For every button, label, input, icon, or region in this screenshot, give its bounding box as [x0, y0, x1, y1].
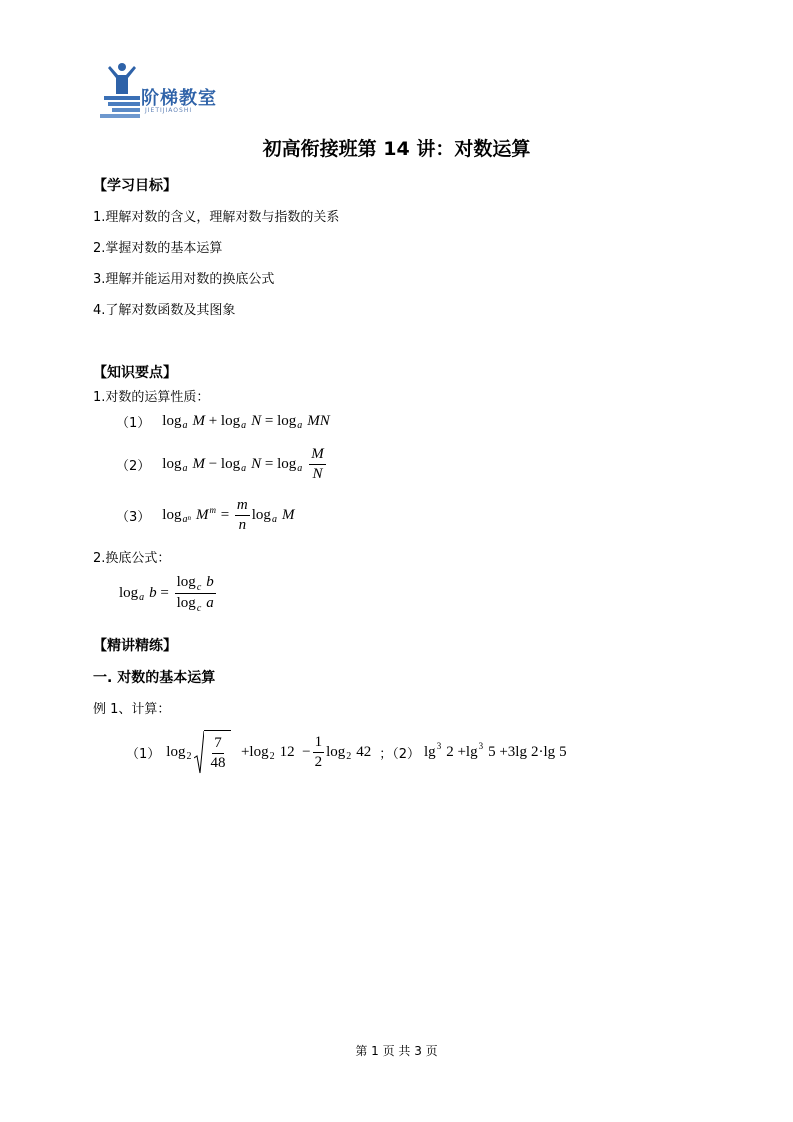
part-heading: 一. 对数的基本运算	[93, 670, 216, 686]
objectives-heading: 【学习目标】	[93, 178, 177, 194]
properties-heading: 1.对数的运算性质：	[93, 390, 210, 405]
objective-item: 2.掌握对数的基本运算	[93, 241, 223, 256]
objective-item: 3.理解并能运用对数的换底公式	[93, 272, 275, 287]
example-heading: 例 1、计算：	[93, 702, 171, 717]
logo	[100, 62, 220, 120]
logo-text: 阶梯教室	[141, 88, 217, 109]
formula-label: （3）	[116, 510, 151, 525]
formula-change-of-base: log a b = $\frac{\log_c b}{\log_c a}$	[119, 574, 214, 614]
logo-stairs-icon	[100, 62, 144, 120]
example-label: ；（2）	[379, 746, 421, 762]
change-of-base-heading: 2.换底公式：	[93, 551, 171, 566]
formula-power-rule: （3） log a n M m = $\frac{m}{n}$ log a M	[116, 497, 295, 533]
formula-quotient-rule: （2） log a M − log a N = log a $\frac{M}{N}$	[116, 446, 324, 482]
page-footer: 第 1 页 共 3 页	[355, 1044, 438, 1058]
formula-product-rule: （1） log a M + log a N = log a MN	[116, 413, 330, 431]
formula-label: （1）	[116, 416, 151, 431]
knowledge-heading: 【知识要点】	[93, 365, 177, 381]
page-title: 初高衔接班第 14 讲：对数运算	[262, 138, 531, 160]
example-label: （1）	[126, 746, 161, 762]
logo-subtext: JIETIJIAOSHI	[145, 107, 193, 114]
objective-item: 1.理解对数的含义，理解对数与指数的关系	[93, 210, 340, 225]
practice-heading: 【精讲精练】	[93, 638, 177, 654]
formula-label: （2）	[116, 459, 151, 474]
example-expression: （1） log 2 $\frac{7}{48}$ + log 2 12 − $\frac{1}{2}$ log 2 42 ；（2） lg 3 2 + lg 3 5 + 3 lg 2 · lg 5	[126, 730, 567, 774]
sqrt-symbol: $\frac{7}{48}$	[194, 730, 231, 774]
objective-item: 4.了解对数函数及其图象	[93, 303, 236, 318]
